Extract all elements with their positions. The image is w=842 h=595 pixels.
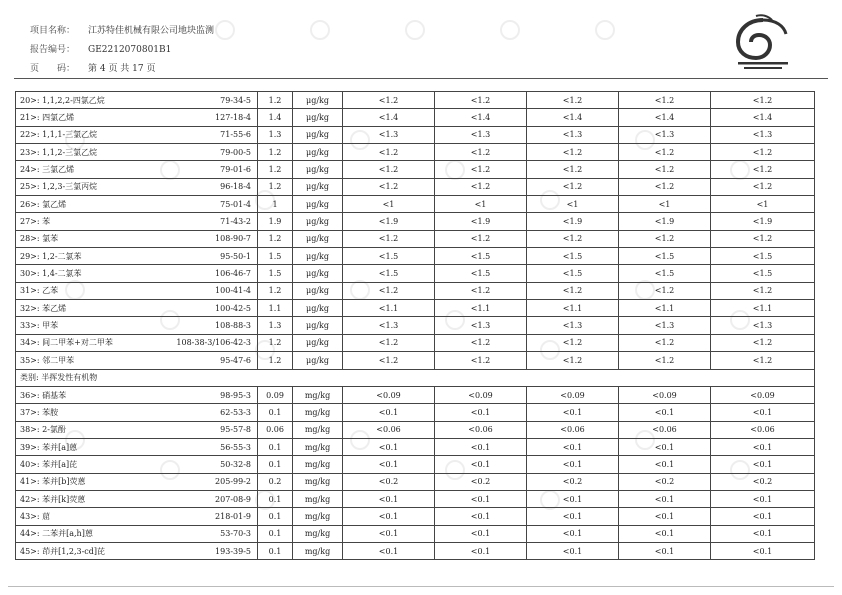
detection-limit: 1.2 (258, 161, 293, 178)
unit: mg/kg (293, 473, 343, 490)
result-value: <1.3 (619, 317, 711, 334)
result-value: <1.2 (343, 178, 435, 195)
result-value: <1.2 (711, 230, 815, 247)
result-value: <1.2 (343, 161, 435, 178)
result-value: <1.2 (527, 334, 619, 351)
result-value: <0.1 (619, 404, 711, 421)
results-table (15, 91, 815, 560)
header-divider (14, 78, 828, 79)
unit: μg/kg (293, 352, 343, 369)
result-value: <0.1 (527, 542, 619, 559)
result-value: <1.9 (619, 213, 711, 230)
analyte-name: 27>: 苯 (16, 213, 166, 230)
analyte-name: 33>: 甲苯 (16, 317, 166, 334)
result-value: <0.1 (343, 542, 435, 559)
result-value: <0.2 (619, 473, 711, 490)
cas-number: 79-00-5 (166, 144, 258, 161)
cas-number: 127-18-4 (166, 109, 258, 126)
cas-number: 71-55-6 (166, 126, 258, 143)
detection-limit: 0.09 (258, 386, 293, 403)
cas-number: 100-42-5 (166, 300, 258, 317)
analyte-name: 43>: 䓛 (16, 508, 166, 525)
result-value: <0.1 (435, 508, 527, 525)
detection-limit: 1.5 (258, 265, 293, 282)
result-value: <0.1 (619, 490, 711, 507)
result-value: <0.1 (619, 542, 711, 559)
cas-number: 96-18-4 (166, 178, 258, 195)
result-value: <0.1 (343, 404, 435, 421)
analyte-name: 31>: 乙苯 (16, 282, 166, 299)
result-value: <1 (527, 196, 619, 213)
result-value: <0.1 (619, 525, 711, 542)
table-row (16, 92, 815, 109)
result-value: <0.09 (711, 386, 815, 403)
result-value: <0.1 (343, 525, 435, 542)
result-value: <1.4 (435, 109, 527, 126)
result-value: <1.2 (711, 92, 815, 109)
result-value: <1.2 (343, 92, 435, 109)
result-value: <0.1 (619, 438, 711, 455)
table-row (16, 386, 815, 403)
unit: μg/kg (293, 92, 343, 109)
result-value: <0.06 (343, 421, 435, 438)
project-label: 项目名称： (30, 26, 76, 36)
table-row (16, 490, 815, 507)
result-value: <1.5 (435, 248, 527, 265)
detection-limit: 0.1 (258, 525, 293, 542)
cas-number: 193-39-5 (166, 542, 258, 559)
result-value: <0.1 (711, 525, 815, 542)
result-value: <1.4 (343, 109, 435, 126)
result-value: <1.2 (343, 334, 435, 351)
result-value: <1.3 (527, 126, 619, 143)
result-value: <1.2 (435, 144, 527, 161)
result-value: <0.2 (711, 473, 815, 490)
result-value: <0.06 (435, 421, 527, 438)
result-value: <0.1 (619, 508, 711, 525)
result-value: <1.5 (619, 265, 711, 282)
result-value: <0.1 (435, 542, 527, 559)
unit: mg/kg (293, 542, 343, 559)
result-value: <1.5 (619, 248, 711, 265)
detection-limit: 1.3 (258, 317, 293, 334)
result-value: <1.2 (527, 352, 619, 369)
result-value: <1.2 (343, 230, 435, 247)
unit: μg/kg (293, 161, 343, 178)
analyte-name: 45>: 茚并[1,2,3-cd]芘 (16, 542, 166, 559)
unit: μg/kg (293, 265, 343, 282)
result-value: <1.2 (435, 230, 527, 247)
unit: mg/kg (293, 490, 343, 507)
result-value: <1.9 (343, 213, 435, 230)
result-value: <0.1 (343, 490, 435, 507)
result-value: <0.1 (527, 438, 619, 455)
unit: mg/kg (293, 525, 343, 542)
analyte-name: 34>: 间二甲苯+对二甲苯 (16, 334, 166, 351)
result-value: <1.2 (619, 282, 711, 299)
project-value: 江苏特佳机械有限公司地块监测 (88, 26, 215, 36)
result-value: <0.2 (343, 473, 435, 490)
result-value: <1.5 (343, 265, 435, 282)
result-value: <1.2 (343, 282, 435, 299)
result-value: <1.3 (527, 317, 619, 334)
unit: μg/kg (293, 126, 343, 143)
result-value: <0.1 (343, 438, 435, 455)
result-value: <1.2 (435, 161, 527, 178)
result-value: <1.2 (619, 178, 711, 195)
report-header (30, 22, 214, 79)
result-value: <0.1 (527, 525, 619, 542)
result-value: <1 (619, 196, 711, 213)
result-value: <1.5 (711, 248, 815, 265)
result-value: <0.06 (711, 421, 815, 438)
unit: μg/kg (293, 178, 343, 195)
cas-number: 75-01-4 (166, 196, 258, 213)
result-value: <1.2 (435, 92, 527, 109)
analyte-name: 25>: 1,2,3-三氯丙烷 (16, 178, 166, 195)
result-value: <1.2 (527, 161, 619, 178)
unit: mg/kg (293, 386, 343, 403)
cas-number: 108-88-3 (166, 317, 258, 334)
cas-number: 95-47-6 (166, 352, 258, 369)
detection-limit: 1.9 (258, 213, 293, 230)
detection-limit: 1.3 (258, 126, 293, 143)
result-value: <1.2 (619, 144, 711, 161)
result-value: <0.1 (435, 404, 527, 421)
result-value: <1 (711, 196, 815, 213)
detection-limit: 0.1 (258, 438, 293, 455)
result-value: <1.2 (619, 352, 711, 369)
result-value: <1.5 (711, 265, 815, 282)
table-row (16, 126, 815, 143)
page-number-value: 第 4 页 共 17 页 (88, 64, 156, 74)
result-value: <0.09 (619, 386, 711, 403)
unit: μg/kg (293, 230, 343, 247)
result-value: <0.1 (711, 438, 815, 455)
result-value: <0.1 (343, 456, 435, 473)
table-row (16, 109, 815, 126)
cas-number: 100-41-4 (166, 282, 258, 299)
analyte-name: 21>: 四氯乙烯 (16, 109, 166, 126)
table-row (16, 317, 815, 334)
result-value: <0.06 (619, 421, 711, 438)
detection-limit: 1.1 (258, 300, 293, 317)
cas-number: 95-57-8 (166, 421, 258, 438)
table-row (16, 508, 815, 525)
cas-number: 53-70-3 (166, 525, 258, 542)
cas-number: 108-90-7 (166, 230, 258, 247)
result-value: <0.09 (435, 386, 527, 403)
result-value: <1.1 (619, 300, 711, 317)
result-value: <0.1 (711, 456, 815, 473)
result-value: <1.3 (711, 126, 815, 143)
result-value: <1 (343, 196, 435, 213)
footer-divider (8, 586, 834, 587)
result-value: <1 (435, 196, 527, 213)
table-row (16, 456, 815, 473)
result-value: <1.3 (619, 126, 711, 143)
analyte-name: 24>: 三氯乙烯 (16, 161, 166, 178)
result-value: <1.2 (435, 334, 527, 351)
cas-number: 95-50-1 (166, 248, 258, 265)
result-value: <1.2 (527, 282, 619, 299)
result-value: <1.5 (435, 265, 527, 282)
table-row (16, 438, 815, 455)
result-value: <0.1 (711, 508, 815, 525)
result-value: <1.3 (435, 126, 527, 143)
table-row (16, 282, 815, 299)
analyte-name: 41>: 苯并[b]荧蒽 (16, 473, 166, 490)
result-value: <1.3 (343, 126, 435, 143)
detection-limit: 1.2 (258, 92, 293, 109)
result-value: <0.1 (711, 542, 815, 559)
cas-number: 218-01-9 (166, 508, 258, 525)
result-value: <0.1 (435, 525, 527, 542)
table-row (16, 421, 815, 438)
result-value: <1.2 (619, 334, 711, 351)
analyte-name: 38>: 2-氯酚 (16, 421, 166, 438)
analyte-name: 42>: 苯并[k]荧蒽 (16, 490, 166, 507)
result-value: <1.5 (527, 265, 619, 282)
detection-limit: 1.2 (258, 178, 293, 195)
table-row (16, 230, 815, 247)
cas-number: 56-55-3 (166, 438, 258, 455)
result-value: <1.2 (527, 230, 619, 247)
result-value: <1.2 (711, 144, 815, 161)
result-value: <1.2 (527, 92, 619, 109)
result-value: <1.2 (711, 352, 815, 369)
unit: μg/kg (293, 213, 343, 230)
category-label: 类别: 半挥发性有机物 (16, 369, 815, 386)
result-value: <1.3 (435, 317, 527, 334)
result-value: <0.06 (527, 421, 619, 438)
result-value: <1.2 (711, 282, 815, 299)
table-row (16, 144, 815, 161)
result-value: <1.2 (619, 230, 711, 247)
result-value: <0.1 (527, 404, 619, 421)
result-value: <0.09 (527, 386, 619, 403)
result-value: <0.1 (527, 490, 619, 507)
detection-limit: 0.2 (258, 473, 293, 490)
result-value: <1.4 (711, 109, 815, 126)
result-value: <1.2 (619, 92, 711, 109)
result-value: <0.1 (435, 490, 527, 507)
result-value: <1.2 (343, 352, 435, 369)
detection-limit: 1.2 (258, 144, 293, 161)
page-number-label: 页 码： (30, 64, 76, 74)
result-value: <1.2 (711, 161, 815, 178)
unit: μg/kg (293, 248, 343, 265)
unit: μg/kg (293, 196, 343, 213)
analyte-name: 36>: 硝基苯 (16, 386, 166, 403)
detection-limit: 1.2 (258, 352, 293, 369)
unit: mg/kg (293, 404, 343, 421)
result-value: <0.1 (619, 456, 711, 473)
result-value: <0.1 (343, 508, 435, 525)
table-row (16, 404, 815, 421)
analyte-name: 29>: 1,2-二氯苯 (16, 248, 166, 265)
result-value: <1.4 (527, 109, 619, 126)
detection-limit: 0.1 (258, 404, 293, 421)
cas-number: 71-43-2 (166, 213, 258, 230)
table-row (16, 334, 815, 351)
analyte-name: 30>: 1,4-二氯苯 (16, 265, 166, 282)
analyte-name: 23>: 1,1,2-三氯乙烷 (16, 144, 166, 161)
company-logo-icon (728, 14, 798, 74)
result-value: <1.2 (343, 144, 435, 161)
result-value: <1.2 (711, 178, 815, 195)
analyte-name: 20>: 1,1,2,2-四氯乙烷 (16, 92, 166, 109)
table-row (16, 525, 815, 542)
cas-number: 205-99-2 (166, 473, 258, 490)
cas-number: 98-95-3 (166, 386, 258, 403)
result-value: <1.2 (527, 178, 619, 195)
analyte-name: 32>: 苯乙烯 (16, 300, 166, 317)
result-value: <0.1 (527, 508, 619, 525)
result-value: <0.09 (343, 386, 435, 403)
result-value: <1.9 (711, 213, 815, 230)
analyte-name: 39>: 苯并[a]蒽 (16, 438, 166, 455)
result-value: <0.2 (527, 473, 619, 490)
result-value: <1.3 (711, 317, 815, 334)
table-row (16, 473, 815, 490)
cas-number: 79-34-5 (166, 92, 258, 109)
report-number-value: GE2212070801B1 (88, 45, 172, 55)
result-value: <1.5 (527, 248, 619, 265)
result-value: <0.1 (527, 456, 619, 473)
analyte-name: 22>: 1,1,1-三氯乙烷 (16, 126, 166, 143)
detection-limit: 1.5 (258, 248, 293, 265)
analyte-name: 26>: 氯乙烯 (16, 196, 166, 213)
analyte-name: 40>: 苯并[a]芘 (16, 456, 166, 473)
unit: μg/kg (293, 334, 343, 351)
detection-limit: 1.2 (258, 334, 293, 351)
unit: μg/kg (293, 317, 343, 334)
result-value: <0.1 (435, 456, 527, 473)
result-value: <1.9 (527, 213, 619, 230)
table-row (16, 352, 815, 369)
result-value: <1.2 (435, 282, 527, 299)
unit: μg/kg (293, 144, 343, 161)
table-row (16, 161, 815, 178)
unit: μg/kg (293, 300, 343, 317)
analyte-name: 28>: 氯苯 (16, 230, 166, 247)
cas-number: 79-01-6 (166, 161, 258, 178)
table-row (16, 542, 815, 559)
cas-number: 207-08-9 (166, 490, 258, 507)
result-value: <1.1 (343, 300, 435, 317)
result-value: <1.2 (527, 144, 619, 161)
detection-limit: 1.4 (258, 109, 293, 126)
result-value: <1.4 (619, 109, 711, 126)
detection-limit: 1.2 (258, 282, 293, 299)
detection-limit: 0.1 (258, 542, 293, 559)
result-value: <1.9 (435, 213, 527, 230)
table-row (16, 248, 815, 265)
result-value: <1.1 (711, 300, 815, 317)
result-value: <0.2 (435, 473, 527, 490)
analyte-name: 35>: 邻二甲苯 (16, 352, 166, 369)
cas-number: 108-38-3/106-42-3 (166, 334, 258, 351)
unit: mg/kg (293, 456, 343, 473)
table-row (16, 196, 815, 213)
result-value: <1.2 (619, 161, 711, 178)
report-number-label: 报告编号： (30, 45, 76, 55)
analyte-name: 44>: 二苯并[a,h]蒽 (16, 525, 166, 542)
result-value: <1.1 (527, 300, 619, 317)
detection-limit: 0.1 (258, 456, 293, 473)
result-value: <0.1 (435, 438, 527, 455)
result-value: <0.1 (711, 404, 815, 421)
detection-limit: 1 (258, 196, 293, 213)
result-value: <1.1 (435, 300, 527, 317)
detection-limit: 1.2 (258, 230, 293, 247)
detection-limit: 0.1 (258, 490, 293, 507)
analyte-name: 37>: 苯胺 (16, 404, 166, 421)
unit: μg/kg (293, 282, 343, 299)
category-row (16, 369, 815, 386)
unit: mg/kg (293, 438, 343, 455)
result-value: <1.2 (711, 334, 815, 351)
result-value: <1.2 (435, 352, 527, 369)
cas-number: 62-53-3 (166, 404, 258, 421)
result-value: <1.5 (343, 248, 435, 265)
table-row (16, 265, 815, 282)
detection-limit: 0.1 (258, 508, 293, 525)
result-value: <1.3 (343, 317, 435, 334)
unit: mg/kg (293, 508, 343, 525)
table-row (16, 213, 815, 230)
table-row (16, 178, 815, 195)
cas-number: 106-46-7 (166, 265, 258, 282)
result-value: <1.2 (435, 178, 527, 195)
table-row (16, 300, 815, 317)
unit: mg/kg (293, 421, 343, 438)
unit: μg/kg (293, 109, 343, 126)
detection-limit: 0.06 (258, 421, 293, 438)
cas-number: 50-32-8 (166, 456, 258, 473)
result-value: <0.1 (711, 490, 815, 507)
